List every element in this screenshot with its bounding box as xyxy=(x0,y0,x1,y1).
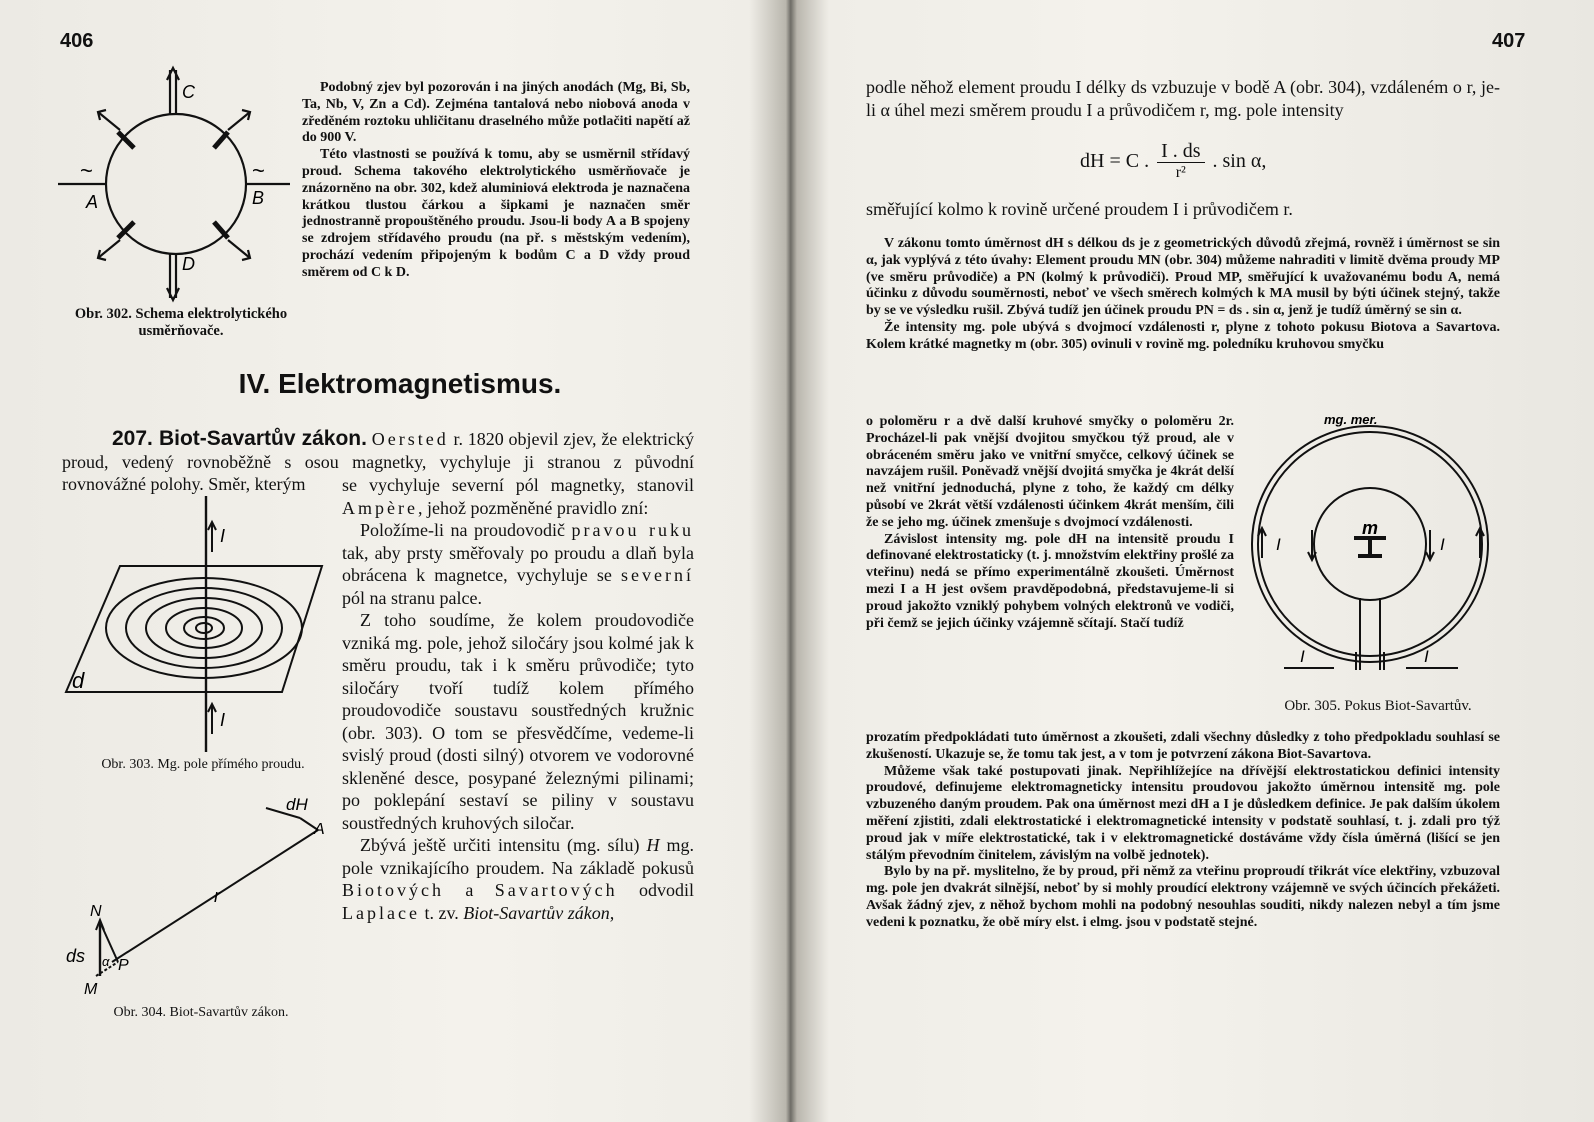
figure-305-caption: Obr. 305. Pokus Biot-Savartův. xyxy=(1284,698,1472,714)
formula-rhs: . sin α, xyxy=(1212,149,1267,172)
chapter-title: IV. Elektromagnetismus. xyxy=(238,368,562,399)
page-number-right: 407 xyxy=(1492,30,1526,52)
fig302-label-c: C xyxy=(182,82,195,102)
a-word: a xyxy=(465,880,474,900)
para-2-full: Že intensity mg. pole ubývá s dvojmocí vzdálenosti r, plyne z tohoto pokusu Biotova a Savartova. Kolem krátké magnetky m (obr. 305) ovinuli v rovině mg. poledníku kruhovou smyčku xyxy=(866,319,1500,352)
author-oersted: Oersted xyxy=(371,429,449,449)
intro-paragraph-2: Této vlastnosti se používá k tomu, aby se usměrnil střídavý proud. Schema takového elektrolytického usměrňovače je znázorněno na obr. 302, kdež aluminiová elektroda je naznačena krátkou tlustou čárkou a šipkami je naznačen směr jednostranně propouštěného proudu. Jsou-li body A a B spojeny se zdrojem střídavého proudu (na př. s městským vedením), prochází vedením připojeným k bodům C a D vždy proud směrem od C k D. xyxy=(302,147,690,280)
rule-text-2: tak, aby prsty směřovaly po proudu a dlaň byla obrácena k magnetce, vychyluje se xyxy=(342,542,694,585)
field-paragraph: Z toho soudíme, že kolem proudovodiče vzniká mg. pole, jehož siločáry jsou kolmé jak k směru proudu, tak i k směru průvodiče; tyto siločáry tvoří tudíž kolem přímého proudovodiče soustavu soustředných kružnic (obr. 303). O tom se přesvědčíme, vedeme-li svislý proud (dosti silný) otvorem ve vodorovné skleněné desce, posypané železnými pilinami; po poklepání sestaví se piliny v soustavu soustředných kruhových siločar. xyxy=(342,610,694,833)
fig305-label-m: m xyxy=(1362,518,1379,538)
para-3-full: prozatím předpokládati tuto úměrnost a zkoušeti, zdali všechny důsledky z toho předpokladu souhlasí se zkušeností. Ukazuje se, že tomu tak jest, a v tom je potvrzení zákona Biot-Savartova. xyxy=(866,730,1500,762)
section-text-2: se vychyluje severní pól magnetky, stanovil xyxy=(342,475,694,495)
left-page xyxy=(0,0,790,1122)
last-text-2: mg. pole vznikajícího proudem. Na základě pokusů xyxy=(342,835,695,878)
fig305-label-i-2: I xyxy=(1440,535,1445,554)
fig304-label-n: N xyxy=(90,903,102,920)
rule-text-1: Položíme-li na proudovodič xyxy=(360,520,565,540)
section-text-3: , jehož pozměněné pravidlo zní: xyxy=(417,497,649,518)
after-formula: směřující kolmo k rovině určené proudem I i průvodičem r. xyxy=(866,199,1293,219)
author-ampere: Ampère xyxy=(342,497,418,518)
fig304-label-a: A xyxy=(314,821,325,838)
fig302-label-d: D xyxy=(182,254,195,274)
section-heading: 207. Biot-Savartův zákon. xyxy=(112,427,367,450)
fig302-tilde-right: ~ xyxy=(252,158,265,183)
last-text-h: H xyxy=(646,835,660,855)
fig304-label-p: P xyxy=(118,957,129,974)
fig305-label-i-4: I xyxy=(1424,647,1429,666)
figure-302-caption: Obr. 302. Schema elektrolytického usměrňovače. xyxy=(74,306,288,339)
formula-numerator: I . ds xyxy=(1157,140,1204,163)
para-1-text: V zákonu tomto úměrnost dH s délkou ds je z geometrických důvodů zřejmá, rovněž i úměrnost se sin α, jak vyplývá z této úvahy: Element proudu MN (obr. 304) můžeme nahraditi v limitě dvěma proudy MP (ve směru průvodiče) a PN (kolmý k průvodiči). Proud MP, směřující k uvažovanému bodu A, nemá účinku z důvodu souměrnosti, neboť ve všech směrech kolmých k MA musil by býti účinek stejný, takže by se ve výsledku rušil. Zbývá tudíž jen účinek proudu PN = ds . sin α, jenž je tudíž úměrný se sin α. xyxy=(866,236,1500,319)
law-italic: Biot-Savartův zákon, xyxy=(463,902,615,923)
rule-spaced-1: pravou ruku xyxy=(571,520,695,540)
figure-302-rectifier-diagram xyxy=(58,62,298,310)
para-3-narrow: Závislost intensity mg. pole dH na intensitě proudu I definované elektrostaticky (t. j. množstvím elektřiny prošlé za vteřinu) nedá se přímo experimentálně zkoušeti. Úměrnost mezi I a H jest ovšem pravděpodobná, představujeme-li si proud jakožto vzniklý pohybem volných elektronů ve vodiči, při čemž se jejich účinky vzájemně sčítají. Stačí tudíž xyxy=(866,531,1234,631)
laplace: Laplace xyxy=(342,902,420,923)
figure-305-biot-savart-experiment xyxy=(1244,412,1508,688)
rule-text-3: pól na stranu palce. xyxy=(342,587,482,608)
fig304-label-dh: dH xyxy=(286,795,308,814)
right-bottom-text xyxy=(866,730,1500,932)
para-5: Bylo by na př. myslitelno, že by proud, při němž za vteřinu proproudí třikrát více elektřiny, vzbuzoval mg. pole jen dvakrát silnější, neboť by si mohly proudící elektrony vzájemně ve svých účincích překážeti. Avšak žádný zjev, z něhož bychom mohli na podobný nesouhlas souditi, nikdy nalezen nebyl a tím jsme vedeni k poznatku, že obě míry elst. i elmg. jsou v podstatě stejné. xyxy=(866,864,1500,930)
fig304-label-r: r xyxy=(214,886,220,906)
last-text-4: t. zv. xyxy=(424,902,459,923)
fig305-label-mer: mg. mer. xyxy=(1324,412,1378,427)
formula-fraction xyxy=(1157,140,1204,183)
para-4: Můžeme však také postupovati jinak. Nepřihlížejíce na dřívější elektrostatickou definici intensity proudové, definujeme elektromagneticky intensitu proudovou jakožto úměrnou intensitě mg. pole vzbuzeného daným proudem. Pak ona úměrnost mezi dH a I je důsledkem definice. Je pak dalším úkolem měření zjistiti, zdali elektrostatické i elektromagnetické intensity v podstatě souhlasí, t. j. zdali pro týž proud jak v míře elektrostatické, tak i v elektromagnetické dostáváme vždy čísla úměrná (lišící se jen stálým převodním činitelem, závislým na volbě jednotek). xyxy=(866,763,1500,863)
biot-savart-formula xyxy=(1080,136,1440,186)
fig302-label-b: B xyxy=(252,188,265,208)
fig304-label-ds: ds xyxy=(66,946,86,966)
section-column xyxy=(342,474,694,924)
last-text-1: Zbývá ještě určiti intensitu (mg. sílu) xyxy=(360,835,640,855)
figure-303-caption: Obr. 303. Mg. pole přímého proudu. xyxy=(101,757,305,772)
fig302-label-a: A xyxy=(86,192,99,212)
right-narrow-column xyxy=(866,414,1234,632)
figure-304-biot-savart-diagram xyxy=(60,790,330,1006)
intro-paragraph-1: Podobný zjev byl pozorován i na jiných anodách (Mg, Bi, Sb, Ta, Nb, V, Zn a Cd). Zejména tantalová nebo niobová anoda v zředěném roztoku uhličitanu draselného může potlačiti napětí až do 900 V. xyxy=(302,80,690,146)
fig305-label-i-1: I xyxy=(1276,535,1281,554)
formula-denominator: r² xyxy=(1175,163,1186,181)
right-para-1 xyxy=(866,236,1500,354)
savartovych: Savartových xyxy=(494,880,618,900)
fig302-tilde-left: ~ xyxy=(80,158,93,183)
fig304-label-m: M xyxy=(84,981,98,998)
para-2-narrow: o poloměru r a dvě další kruhové smyčky o poloměru 2r. Procházel-li pak vnější dvojitou smyčkou týž proud, ale v obráceném směru jako ve vnitřní smyčce, celkový účinek se navzájem rušil. Poněvadž vnější dvojitá smyčka je 4krát delší než vnitřní jednoduchá, plyne z toho, že každý cm délky působí ve 2krát větší vzdálenosti účinkem 4krát menším, čili že se jeho mg. účinek zmenšuje s dvojmocí vzdálenosti. xyxy=(866,414,1234,530)
rule-spaced-2: severní xyxy=(621,565,694,585)
fig305-label-i-3: I xyxy=(1300,647,1305,666)
intro-text xyxy=(302,80,690,282)
page-number: 406 xyxy=(60,30,94,52)
right-opening: podle něhož element proudu I délky ds vzbuzuje v bodě A (obr. 304), vzdáleném o r, je-li α úhel mezi směrem proudu I a průvodičem r, mg. pole intensity xyxy=(866,77,1500,120)
last-text-3: odvodil xyxy=(639,880,695,900)
formula-lhs: dH = C . xyxy=(1080,149,1150,172)
biotovych: Biotových xyxy=(342,880,444,900)
fig303-label-i-bottom: I xyxy=(220,710,226,730)
fig304-label-alpha: α xyxy=(102,954,110,969)
section-text-1: r. 1820 objevil zjev, že elektrický proud, vedený rovnoběžně s osou magnetky, vychyluje ji stranou z původní rovnovážné polohy. Směr, kterým xyxy=(62,429,695,494)
figure-303-field-lines xyxy=(60,496,330,752)
fig303-label-d: d xyxy=(72,668,85,693)
figure-304-caption: Obr. 304. Biot-Savartův zákon. xyxy=(113,1005,289,1020)
fig303-label-i-top: I xyxy=(220,526,226,546)
